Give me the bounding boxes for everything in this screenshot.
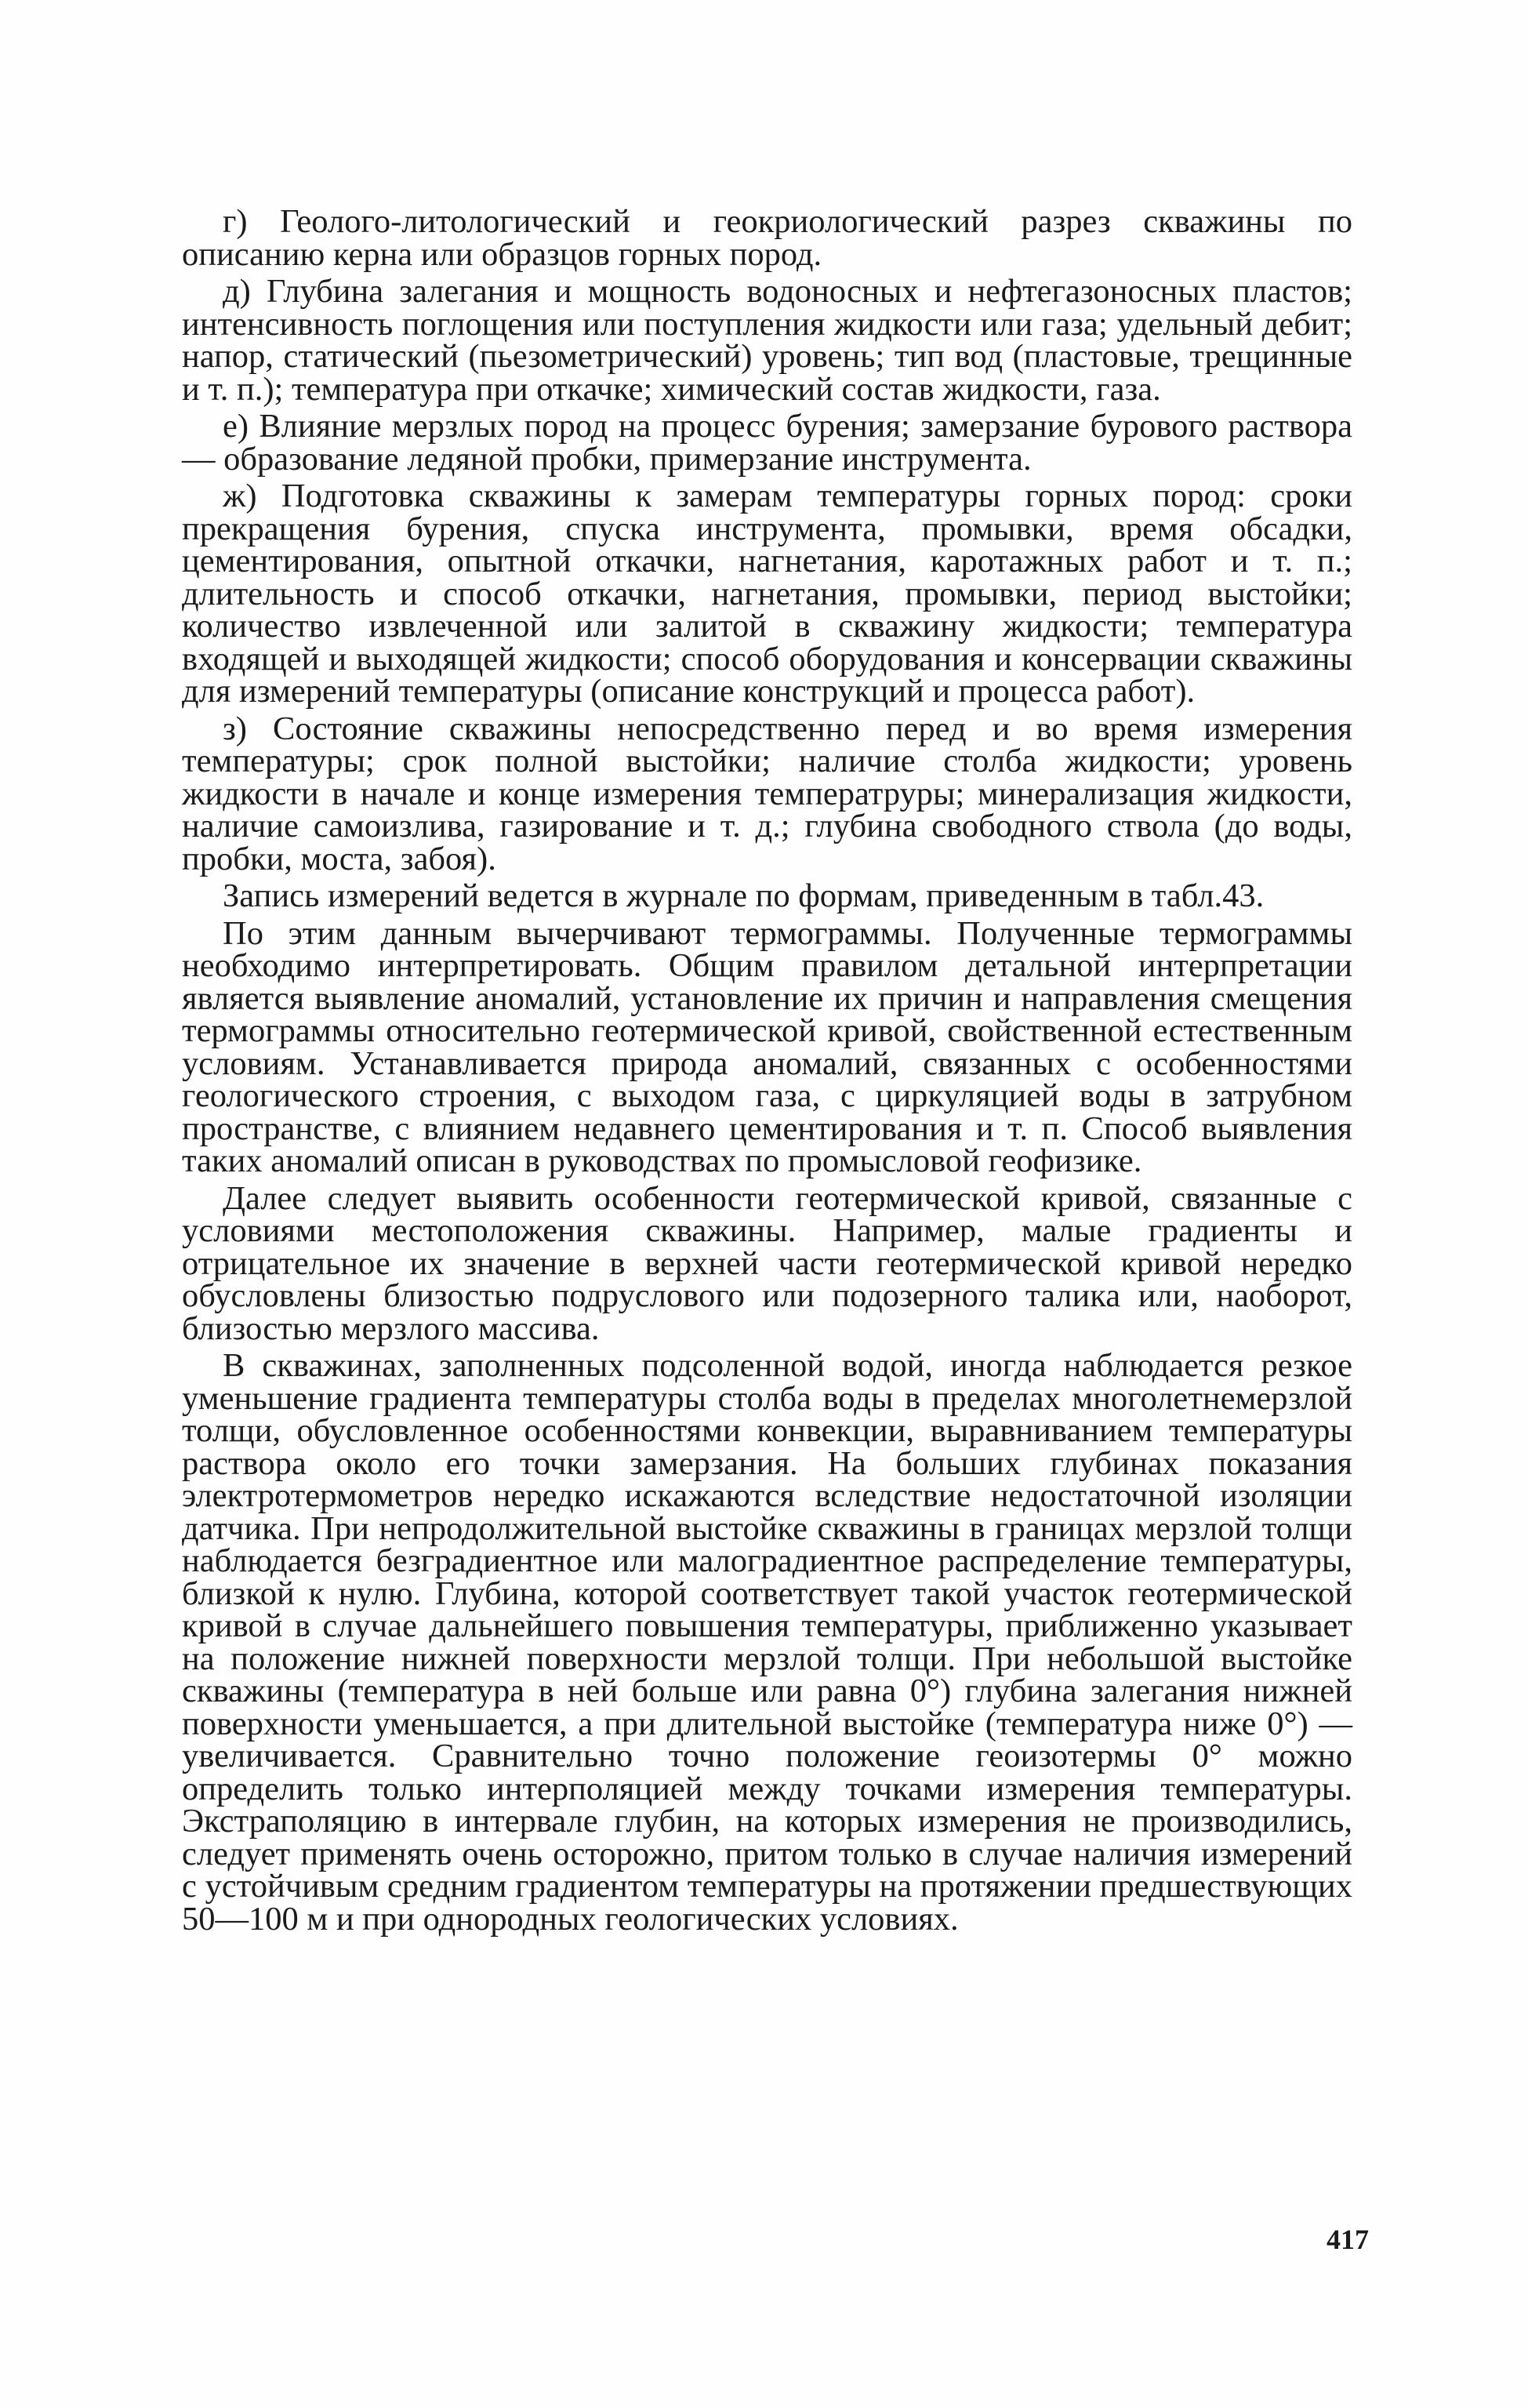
body-text [182,205,1352,1940]
paragraph-location-features: Далее следует выявить особенности геотермической кривой, связанные с условиями местоположения скважины. Например, малые градиенты и отрицательное их значение в верхней части геотермической кривой нередко обусловлены близостью подруслового или подозерного талика или, наоборот, близостью мерзлого массива. [182,1179,1352,1347]
paragraph-e: е) Влияние мерзлых пород на процесс бурения; замерзание бурового раствора — образование ледяной пробки, примерзание инструмента. [182,408,1352,478]
paragraph-thermograms: По этим данным вычерчивают термограммы. Полученные термограммы необходимо интерпретировать. Общим правилом детальной интерпретации является выявление аномалий, установление их причин и направления смещения термограммы относительно геотермической кривой, свойственной естественным условиям. Устанавливается природа аномалий, связанных с особенностями геологического строения, с выходом газа, с циркуляцией воды в затрубном пространстве, с влиянием недавнего цементирования и т. п. Способ выявления таких аномалий описан в руководствах по промысловой геофизике. [182,914,1352,1179]
paragraph-zh: ж) Подготовка скважины к замерам температуры горных пород: сроки прекращения бурения, спуска инструмента, промывки, время обсадки, цементирования, опытной откачки, нагнетания, каротажных работ и т. п.; длительность и способ откачки, нагнетания, промывки, период выстойки; количество извлеченной или залитой в скважину жидкости; температура входящей и выходящей жидкости; способ оборудования и консервации скважины для измерений температуры (описание конструкций и процесса работ). [182,478,1352,710]
paragraph-d: д) Глубина залегания и мощность водоносных и нефтегазоносных пластов; интенсивность поглощения или поступления жидкости или газа; удельный дебит; напор, статический (пьезометрический) уровень; тип вод (пластовые, трещинные и т. п.); температура при откачке; химический состав жидкости, газа. [182,273,1352,408]
page-number: 417 [1327,2224,1369,2255]
paragraph-saline-wells: В скважинах, заполненных подсоленной водой, иногда наблюдается резкое уменьшение градиента температуры столба воды в пределах многолетнемерзлой толщи, обусловленное особенностями конвекции, выравниванием температуры раствора около его точки замерзания. На больших глубинах показания электротермометров нередко искажаются вследствие недостаточной изоляции датчика. При непродолжительной выстойке скважины в границах мерзлой толщи наблюдается безградиентное или малоградиентное распределение температуры, близкой к нулю. Глубина, которой соответствует такой участок геотермической кривой в случае дальнейшего повышения температуры, приближенно указывает на положение нижней поверхности мерзлой толщи. При небольшой выстойке скважины (температура в ней больше или равна 0°) глубина залегания нижней поверхности уменьшается, а при длительной выстойке (температура ниже 0°) — увеличивается. Сравнительно точно положение геоизотермы 0° можно определить только интерполяцией между точками измерения температуры. Экстраполяцию в интервале глубин, на которых измерения не производились, следует применять очень осторожно, притом только в случае наличия измерений с устойчивым средним градиентом температуры на протяжении предшествующих 50—100 м и при однородных геологических условиях. [182,1347,1352,1938]
paragraph-records: Запись измерений ведется в журнале по формам, приведенным в табл.43. [223,877,1265,914]
paragraph-z: з) Состояние скважины непосредственно перед и во время измерения температуры; срок полной выстойки; наличие столба жидкости; уровень жидкости в начале и конце измерения темпepатруры; минерализация жидкости, наличие самоизлива, газирование и т. д.; глубина свободного ствола (до воды, пробки, моста, забоя). [182,710,1352,877]
paragraph-g: г) Геолого-литологический и геокриологический разрез скважины по описанию керна или образцов горных пород. [182,203,1352,273]
